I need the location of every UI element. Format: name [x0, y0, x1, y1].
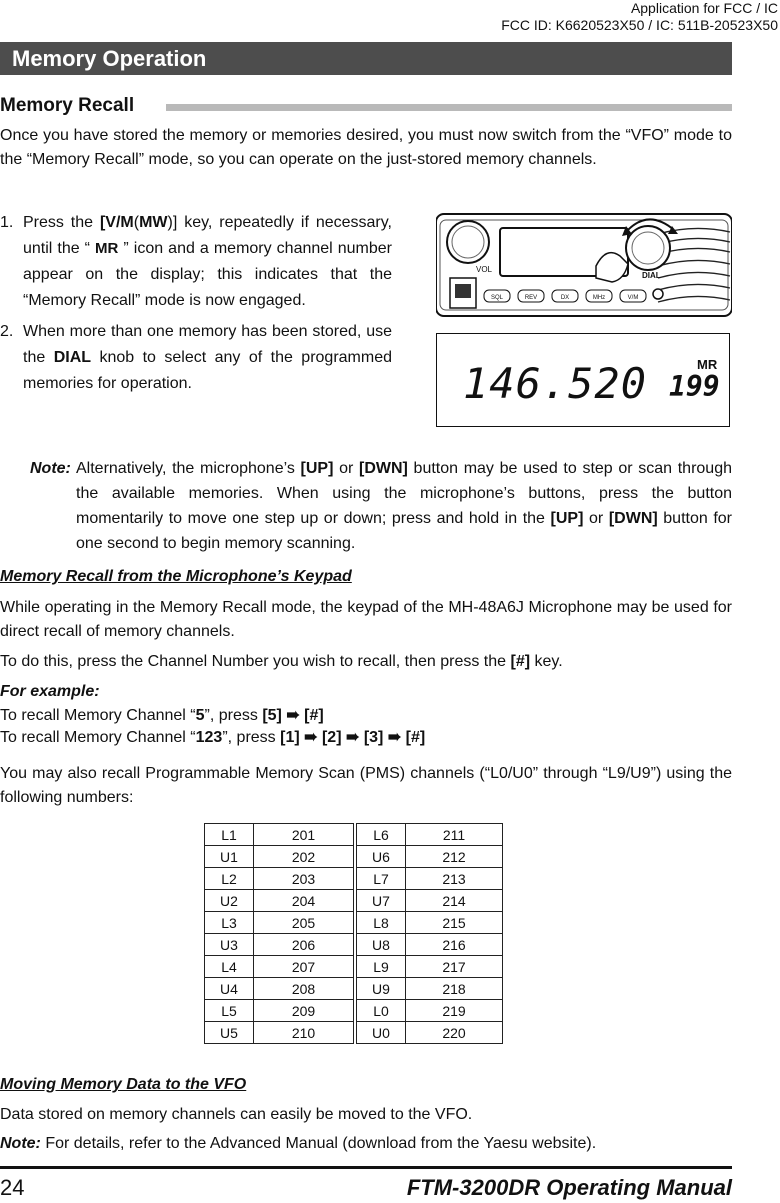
table-cell: U8: [355, 934, 406, 956]
table-cell: U2: [205, 890, 254, 912]
vm-key: [V/M: [99, 214, 134, 231]
table-cell: 214: [406, 890, 503, 912]
table-cell: 215: [406, 912, 503, 934]
hash-key: [#]: [510, 653, 531, 670]
step-number: 2.: [0, 323, 14, 340]
ex2-mid: ”, press: [222, 729, 281, 746]
step-text-post: ” icon and a memory channel number appear on the display; this indicates that the “Memory Recall” mode is now engaged.: [23, 240, 392, 309]
table-cell: U6: [355, 846, 406, 868]
fcc-header-line1: Application for FCC / IC: [630, 0, 778, 16]
footer-rule: [0, 1166, 732, 1169]
note-text-5: button for one second to begin memory scanning.: [76, 510, 733, 552]
table-cell: U4: [205, 978, 254, 1000]
table-cell: U3: [205, 934, 254, 956]
table-cell: 218: [406, 978, 503, 1000]
vfo-section-title: Moving Memory Data to the VFO: [0, 1076, 247, 1093]
table-row: [205, 1000, 503, 1022]
table-cell: L2: [205, 868, 254, 890]
note-label: Note:: [30, 460, 71, 477]
note-text: [76, 456, 732, 556]
volume-knob: [447, 221, 489, 263]
table-row: [205, 956, 503, 978]
table-row: [205, 824, 503, 846]
table-cell: L5: [205, 1000, 254, 1022]
up-key: [UP]: [550, 510, 584, 527]
mic-section-title: Memory Recall from the Microphone’s Keypad: [0, 568, 352, 585]
table-row: [205, 912, 503, 934]
section-bar: Memory Operation: [0, 42, 732, 75]
step-text: [23, 210, 392, 314]
table-cell: 211: [406, 824, 503, 846]
note-text-4: or: [583, 510, 609, 527]
dwn-key: [DWN]: [359, 460, 408, 477]
pms-channel-table: [204, 823, 503, 1044]
page-number: 24: [0, 1175, 25, 1200]
ex2-keys: [1] ➠ [2] ➠ [3] ➠ [#]: [280, 729, 426, 746]
vfo-note-text: For details, refer to the Advanced Manual (download from the Yaesu website).: [40, 1135, 597, 1152]
dial-label: DIAL: [642, 271, 661, 280]
btn-dx-label: DX: [560, 295, 570, 301]
table-cell: 217: [406, 956, 503, 978]
table-cell: L9: [355, 956, 406, 978]
step-text-pre: When more than one memory has been stored, use the: [23, 323, 392, 366]
table-cell: 209: [254, 1000, 356, 1022]
step-number: 1.: [0, 214, 14, 231]
table-row: [205, 868, 503, 890]
example-line-2: [0, 727, 425, 748]
note-text-1: Alternatively, the microphone’s: [76, 460, 301, 477]
manual-title: FTM-3200DR Operating Manual: [406, 1175, 732, 1200]
mr-icon: MR: [95, 240, 119, 257]
ex1-mid: ”, press: [204, 707, 263, 724]
step-2: [0, 319, 392, 397]
table-cell: L4: [205, 956, 254, 978]
ex1-pre: To recall Memory Channel “: [0, 707, 196, 724]
table-cell: L6: [355, 824, 406, 846]
table-cell: U7: [355, 890, 406, 912]
lcd-mr-icon: MR: [697, 357, 718, 372]
table-row: [205, 890, 503, 912]
table-cell: 203: [254, 868, 356, 890]
table-cell: U1: [205, 846, 254, 868]
step-1: [0, 210, 392, 314]
mic-p2-post: key.: [530, 653, 563, 670]
vfo-note: [0, 1132, 596, 1156]
step-text-mid: key, repeatedly if necessary, until the “: [23, 214, 392, 257]
note-text-3: button may be used to step or scan through the available memories. When using the microphone’s buttons, press the button momentarily to move one step up or down; press and hold in the: [76, 460, 732, 527]
mic-paragraph-3: You may also recall Programmable Memory Scan (PMS) channels (“L0/U0” through “L9/U9”) using the following numbers:: [0, 765, 732, 806]
step-text-pre: Press the: [23, 214, 100, 231]
btn-rev-label: REV: [524, 295, 538, 301]
vfo-paragraph: Data stored on memory channels can easily be moved to the VFO.: [0, 1106, 473, 1123]
dwn-key: [DWN]: [608, 510, 658, 527]
mw-key: MW: [139, 214, 168, 231]
table-cell: 205: [254, 912, 356, 934]
table-cell: L1: [205, 824, 254, 846]
paren-open: (: [133, 214, 140, 231]
mic-p2-pre: To do this, press the Channel Number you wish to recall, then press the: [0, 653, 511, 670]
ex2-pre: To recall Memory Channel “: [0, 729, 196, 746]
table-cell: L0: [355, 1000, 406, 1022]
section-title-rule: [166, 104, 732, 111]
table-cell: L8: [355, 912, 406, 934]
table-cell: 207: [254, 956, 356, 978]
steps-list: [0, 210, 392, 397]
mic-paragraph-1: While operating in the Memory Recall mode, the keypad of the MH-48A6J Microphone may be used for direct recall of memory channels.: [0, 599, 732, 640]
example-label: For example:: [0, 683, 100, 700]
table-cell: L3: [205, 912, 254, 934]
table-cell: 201: [254, 824, 356, 846]
step-text: [23, 319, 392, 397]
table-cell: U9: [355, 978, 406, 1000]
ex1-keys: [5] ➠ [#]: [262, 707, 324, 724]
table-row: [205, 934, 503, 956]
note-block: [30, 456, 732, 556]
table-cell: L7: [355, 868, 406, 890]
table-cell: 204: [254, 890, 356, 912]
power-button: [653, 289, 663, 299]
table-cell: U5: [205, 1022, 254, 1044]
vfo-note-label: Note:: [0, 1135, 41, 1152]
lcd-frequency: 146.520: [463, 359, 648, 408]
table-cell: 208: [254, 978, 356, 1000]
table-cell: 216: [406, 934, 503, 956]
table-cell: U0: [355, 1022, 406, 1044]
table-row: [205, 1022, 503, 1044]
table-row: [205, 978, 503, 1000]
intro-paragraph: Once you have stored the memory or memories desired, you must now switch from the “VFO” mode to the “Memory Recall” mode, so you can operate on the just-stored memory channels.: [0, 127, 732, 168]
fcc-header-line2: FCC ID: K6620523X50 / IC: 511B-20523X50: [501, 17, 778, 33]
vol-label: VOL: [476, 265, 493, 274]
table-cell: 213: [406, 868, 503, 890]
table-cell: 202: [254, 846, 356, 868]
dial-knob: [626, 226, 670, 270]
table-cell: 220: [406, 1022, 503, 1044]
lcd-channel-number: 199: [669, 370, 720, 403]
table-cell: 219: [406, 1000, 503, 1022]
radio-front-panel-illustration: [436, 206, 732, 318]
section-title: Memory Recall: [0, 95, 135, 116]
note-text-2: or: [333, 460, 359, 477]
lcd-display: [436, 333, 730, 427]
table-cell: 210: [254, 1022, 356, 1044]
fcc-header: [501, 0, 778, 34]
up-key: [UP]: [300, 460, 334, 477]
example-line-1: [0, 705, 324, 726]
table-cell: 212: [406, 846, 503, 868]
ex2-channel: 123: [195, 729, 223, 746]
table-row: [205, 846, 503, 868]
table-cell: 206: [254, 934, 356, 956]
btn-mhz-label: MHz: [592, 295, 606, 301]
mic-paragraph-2: [0, 650, 732, 674]
dial-key: DIAL: [53, 349, 92, 366]
ex1-channel: 5: [195, 707, 205, 724]
step-text-post: knob to select any of the programmed memories for operation.: [23, 349, 392, 392]
btn-vm-label: V/M: [627, 295, 639, 301]
paren-close: )]: [167, 214, 178, 231]
btn-sql-label: SQL: [490, 295, 504, 301]
